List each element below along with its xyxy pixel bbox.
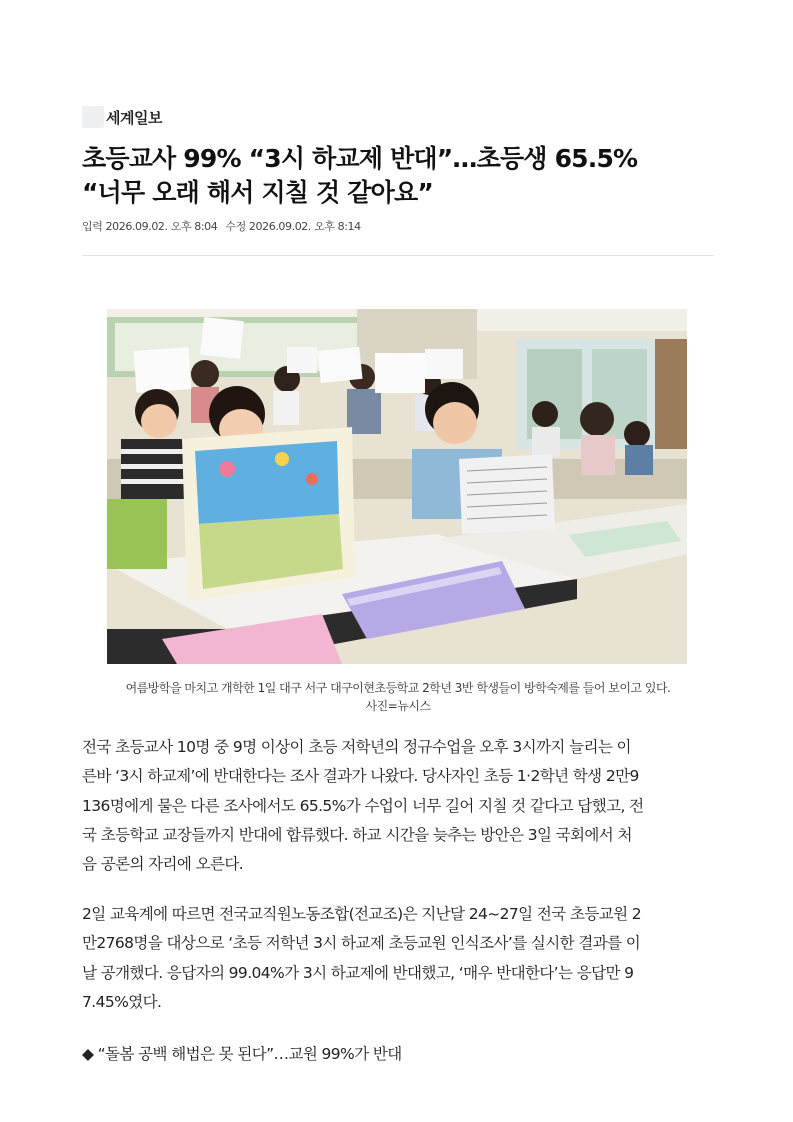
press-name: 세계일보 <box>106 108 162 127</box>
article-title <box>82 142 714 210</box>
classroom-photo-illustration <box>107 309 687 664</box>
press-logo <box>82 106 104 128</box>
paragraph-line: 국 초등학교 교장들까지 반대에 합류했다. 하교 시간을 늦추는 방안은 3일 국회에서 처 <box>82 825 632 844</box>
article-photo[interactable] <box>107 309 687 664</box>
header-divider <box>82 255 714 256</box>
published-date: 입력 2026.09.02. 오후 8:04 <box>82 220 218 233</box>
paragraph-line: 136명에게 물은 다른 조사에서도 65.5%가 수업이 너무 길어 지칠 것 같다고 답했고, 전 <box>82 796 644 815</box>
press-brand[interactable] <box>82 106 162 128</box>
paragraph-line: 음 공론의 자리에 오른다. <box>82 855 244 874</box>
paragraph-line: 전국 초등교사 10명 중 9명 이상이 초등 저학년의 정규수업을 오후 3시까지 늘리는 이 <box>82 738 631 756</box>
paragraph-line: 른바 ‘3시 하교제’에 반대한다는 조사 결과가 나왔다. 당사자인 초등 1·2학년 학생 2만9 <box>82 767 639 786</box>
photo-caption <box>82 679 714 715</box>
paragraph-line: 7.45%였다. <box>82 992 162 1011</box>
section-subheading: ◆ “돌봄 공백 해법은 못 된다”…교원 99%가 반대 <box>82 1045 402 1063</box>
article-paragraph <box>82 733 714 879</box>
title-line: 초등교사 99% “3시 하교제 반대”…초등생 65.5% <box>82 144 638 173</box>
paragraph-line: 날 공개했다. 응답자의 99.04%가 3시 하교제에 반대했고, ‘매우 반대한다’는 응답만 9 <box>82 963 634 982</box>
paragraph-line: 만2768명을 대상으로 ‘초등 저학년 3시 하교제 초등교원 인식조사’를 실시한 결과를 이 <box>82 934 641 953</box>
title-line: “너무 오래 해서 지칠 것 같아요” <box>82 178 433 207</box>
article-dates <box>82 218 361 234</box>
modified-date: 수정 2026.09.02. 오후 8:14 <box>225 220 361 233</box>
photo-credit: 사진=뉴시스 <box>365 699 431 713</box>
article-paragraph <box>82 900 714 1017</box>
paragraph-line: 2일 교육계에 따르면 전국교직원노동조합(전교조)은 지난달 24~27일 전국 초등교원 2 <box>82 905 642 923</box>
caption-line: 여름방학을 마치고 개학한 1일 대구 서구 대구이현초등학교 2학년 3반 학생들이 방학숙제를 들어 보이고 있다. <box>125 681 671 695</box>
